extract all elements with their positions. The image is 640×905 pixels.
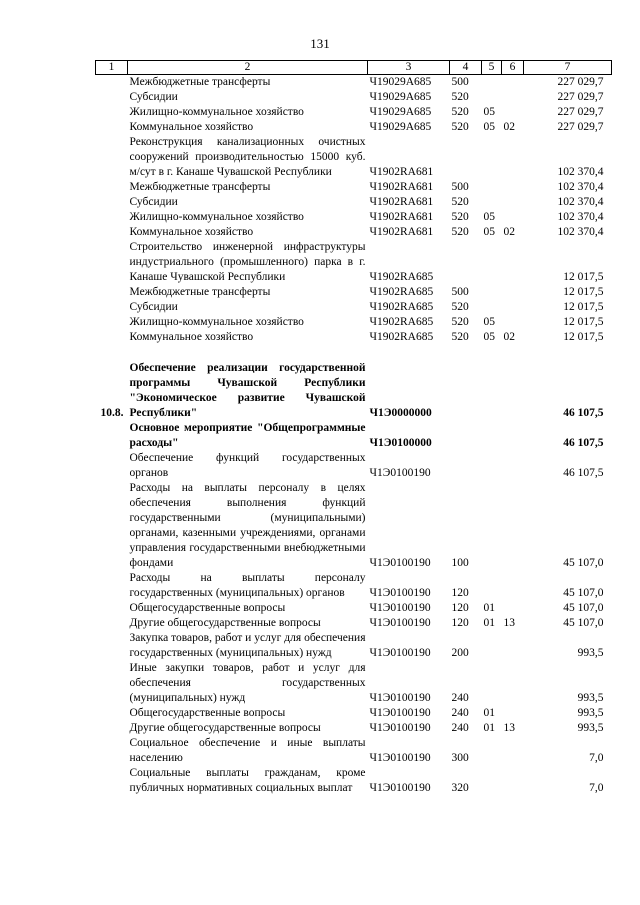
subsection-code — [502, 706, 524, 721]
item-name: Иные закупки товаров, работ и услуг для обеспечения государственных (муниципальных) нужд — [129, 662, 366, 704]
expense-type: 100 — [451, 557, 469, 569]
section-code — [482, 240, 502, 285]
section-code — [482, 75, 502, 91]
section-code — [482, 661, 502, 706]
subsection-code — [502, 571, 524, 601]
section-code — [482, 90, 502, 105]
table-row — [96, 300, 612, 315]
subsection-code — [502, 285, 524, 300]
section-code: 01 — [483, 602, 495, 614]
target-code: Ч1Э0100190 — [369, 602, 431, 614]
amount: 993,5 — [577, 692, 604, 704]
subsection-code: 13 — [503, 722, 515, 734]
item-name: Субсидии — [129, 196, 178, 208]
item-name: Обеспечение функций государственных органов — [129, 452, 366, 479]
target-code: Ч1Э0100190 — [369, 587, 431, 599]
target-code: Ч1Э0100190 — [369, 692, 431, 704]
expense-type — [450, 361, 482, 421]
section-number — [96, 451, 128, 481]
section-number — [96, 240, 128, 285]
target-code: Ч1902RA681 — [369, 196, 434, 208]
subsection-code — [502, 75, 524, 91]
target-code: Ч19029A685 — [369, 106, 432, 118]
amount: 12 017,5 — [563, 331, 604, 343]
target-code: Ч1Э0100190 — [369, 782, 431, 794]
table-row — [96, 315, 612, 330]
amount: 46 107,5 — [563, 407, 604, 419]
item-name: Расходы на выплаты персоналу государственных (муниципальных) органов — [129, 572, 366, 599]
section-code — [482, 481, 502, 571]
table-header — [96, 61, 612, 75]
amount: 993,5 — [577, 707, 604, 719]
item-name: Межбюджетные трансферты — [129, 76, 271, 88]
target-code: Ч1Э0100190 — [369, 752, 431, 764]
subsection-code: 02 — [503, 331, 515, 343]
spacer-cell — [96, 345, 612, 361]
amount: 12 017,5 — [563, 271, 604, 283]
table-row — [96, 330, 612, 345]
table-row — [96, 195, 612, 210]
subsection-code — [502, 210, 524, 225]
item-name: Обеспечение реализации государственной программы Чувашской Республики "Экономическое развитие Чувашской Республики" — [129, 362, 366, 419]
table-row — [96, 90, 612, 105]
item-name: Общегосударственные вопросы — [129, 707, 286, 719]
subsection-code — [502, 481, 524, 571]
row-spacer — [96, 345, 612, 361]
section-code — [482, 300, 502, 315]
section-code: 05 — [483, 331, 495, 343]
amount: 7,0 — [589, 752, 604, 764]
item-name: Закупка товаров, работ и услуг для обеспечения государственных (муниципальных) нужд — [129, 632, 366, 659]
amount: 102 370,4 — [557, 166, 604, 178]
target-code: Ч1Э0100190 — [369, 722, 431, 734]
item-name: Расходы на выплаты персоналу в целях обеспечения выполнения функций государственными (муниципальными) органами, казенными учреждениями, органами управления государственными внебюджетными фондами — [129, 482, 366, 569]
expense-type: 520 — [451, 91, 469, 103]
expense-type: 520 — [451, 316, 469, 328]
item-name: Социальные выплаты гражданам, кроме публичных нормативных социальных выплат — [129, 767, 366, 794]
table-row — [96, 180, 612, 195]
table-row — [96, 225, 612, 240]
subsection-code: 13 — [503, 617, 515, 629]
expense-type — [450, 240, 482, 285]
amount: 46 107,5 — [563, 467, 604, 479]
section-code: 05 — [483, 226, 495, 238]
subsection-code — [502, 240, 524, 285]
section-code — [482, 180, 502, 195]
expense-type: 240 — [451, 707, 469, 719]
page-number: 131 — [310, 36, 330, 51]
item-name: Строительство инженерной инфраструктуры индустриального (промышленного) парка в г. Канаше Чувашской Республики — [129, 241, 366, 283]
amount: 102 370,4 — [557, 211, 604, 223]
target-code: Ч1Э0100190 — [369, 617, 431, 629]
section-number — [96, 105, 128, 120]
section-code — [482, 285, 502, 300]
subsection-code — [502, 300, 524, 315]
section-code: 05 — [483, 106, 495, 118]
header-col-3: 3 — [368, 61, 450, 75]
amount: 45 107,0 — [563, 557, 604, 569]
table-row — [96, 285, 612, 300]
subsection-code — [502, 361, 524, 421]
amount: 993,5 — [577, 722, 604, 734]
section-number — [96, 661, 128, 706]
section-code: 05 — [483, 316, 495, 328]
target-code: Ч19029A685 — [369, 76, 432, 88]
expense-type: 320 — [451, 782, 469, 794]
header-col-6: 6 — [502, 61, 524, 75]
header-col-2: 2 — [128, 61, 368, 75]
item-name: Межбюджетные трансферты — [129, 181, 271, 193]
header-col-5: 5 — [482, 61, 502, 75]
target-code: Ч1902RA681 — [369, 226, 434, 238]
table-row — [96, 481, 612, 571]
expense-type: 300 — [451, 752, 469, 764]
table-row — [96, 661, 612, 706]
expense-type — [450, 421, 482, 451]
expense-type: 520 — [451, 226, 469, 238]
expense-type: 120 — [451, 602, 469, 614]
item-name: Жилищно-коммунальное хозяйство — [129, 211, 304, 223]
amount: 102 370,4 — [557, 181, 604, 193]
subsection-code — [502, 135, 524, 180]
expense-type: 500 — [451, 286, 469, 298]
expense-type: 240 — [451, 692, 469, 704]
target-code: Ч19029A685 — [369, 91, 432, 103]
target-code: Ч1Э0100190 — [369, 707, 431, 719]
expense-type: 120 — [451, 617, 469, 629]
item-name: Основное мероприятие "Общепрограммные расходы" — [129, 422, 366, 449]
target-code: Ч1902RA685 — [369, 271, 434, 283]
target-code: Ч1902RA681 — [369, 181, 434, 193]
section-number — [96, 330, 128, 345]
target-code: Ч1902RA685 — [369, 331, 434, 343]
subsection-code — [502, 195, 524, 210]
section-code: 05 — [483, 211, 495, 223]
expense-type: 520 — [451, 211, 469, 223]
amount: 12 017,5 — [563, 316, 604, 328]
subsection-code — [502, 421, 524, 451]
section-number — [96, 300, 128, 315]
subsection-code: 02 — [503, 121, 515, 133]
amount: 12 017,5 — [563, 286, 604, 298]
section-code: 01 — [483, 707, 495, 719]
amount: 227 029,7 — [557, 121, 604, 133]
section-number — [96, 721, 128, 736]
section-code: 05 — [483, 121, 495, 133]
table-row — [96, 75, 612, 91]
section-code — [482, 736, 502, 766]
section-number — [96, 481, 128, 571]
amount: 227 029,7 — [557, 76, 604, 88]
section-number — [96, 706, 128, 721]
table-body — [96, 75, 612, 797]
section-number — [96, 225, 128, 240]
table-row — [96, 721, 612, 736]
section-number — [96, 571, 128, 601]
subsection-code — [502, 736, 524, 766]
target-code: Ч1902RA685 — [369, 286, 434, 298]
amount: 227 029,7 — [557, 91, 604, 103]
table-row — [96, 706, 612, 721]
section-number — [96, 180, 128, 195]
subsection-code — [502, 631, 524, 661]
section-code — [482, 361, 502, 421]
section-code — [482, 631, 502, 661]
amount: 102 370,4 — [557, 196, 604, 208]
section-number — [96, 210, 128, 225]
expense-type: 200 — [451, 647, 469, 659]
item-name: Другие общегосударственные вопросы — [129, 617, 321, 629]
subsection-code — [502, 180, 524, 195]
item-name: Социальное обеспечение и иные выплаты населению — [129, 737, 366, 764]
item-name: Реконструкция канализационных очистных сооружений производительностью 15000 куб. м/сут в г. Канаше Чувашской Республики — [129, 136, 366, 178]
target-code: Ч1902RA685 — [369, 316, 434, 328]
section-number — [96, 285, 128, 300]
subsection-code — [502, 766, 524, 796]
item-name: Общегосударственные вопросы — [129, 602, 286, 614]
section-number — [96, 736, 128, 766]
section-number — [96, 766, 128, 796]
expense-type: 520 — [451, 121, 469, 133]
item-name: Межбюджетные трансферты — [129, 286, 271, 298]
item-name: Другие общегосударственные вопросы — [129, 722, 321, 734]
subsection-code — [502, 90, 524, 105]
item-name: Жилищно-коммунальное хозяйство — [129, 316, 304, 328]
expense-type: 520 — [451, 196, 469, 208]
header-col-4: 4 — [450, 61, 482, 75]
section-code — [482, 195, 502, 210]
table-row — [96, 451, 612, 481]
target-code: Ч1Э0000000 — [369, 407, 432, 419]
subsection-code — [502, 661, 524, 706]
section-number: 10.8. — [100, 407, 124, 419]
budget-table — [95, 60, 612, 796]
target-code: Ч1Э0100190 — [369, 557, 431, 569]
target-code: Ч1902RA685 — [369, 301, 434, 313]
item-name: Коммунальное хозяйство — [129, 331, 254, 343]
section-number — [96, 631, 128, 661]
expense-type: 520 — [451, 106, 469, 118]
table-row — [96, 240, 612, 285]
item-name: Коммунальное хозяйство — [129, 121, 254, 133]
section-code — [482, 451, 502, 481]
target-code: Ч19029A685 — [369, 121, 432, 133]
table-row — [96, 210, 612, 225]
section-number — [96, 315, 128, 330]
amount: 45 107,0 — [563, 617, 604, 629]
table-row — [96, 601, 612, 616]
table-row — [96, 571, 612, 601]
table-row — [96, 421, 612, 451]
target-code: Ч1Э0100190 — [369, 647, 431, 659]
section-number — [96, 75, 128, 91]
item-name: Жилищно-коммунальное хозяйство — [129, 106, 304, 118]
section-number — [96, 135, 128, 180]
subsection-code — [502, 601, 524, 616]
item-name: Коммунальное хозяйство — [129, 226, 254, 238]
amount: 46 107,5 — [563, 437, 604, 449]
section-code — [482, 766, 502, 796]
amount: 45 107,0 — [563, 587, 604, 599]
subsection-code: 02 — [503, 226, 515, 238]
section-number — [96, 120, 128, 135]
item-name: Субсидии — [129, 91, 178, 103]
table-row — [96, 135, 612, 180]
expense-type — [450, 135, 482, 180]
expense-type: 520 — [451, 301, 469, 313]
expense-type — [450, 451, 482, 481]
table-row — [96, 616, 612, 631]
expense-type: 500 — [451, 181, 469, 193]
table-row — [96, 105, 612, 120]
table-row — [96, 120, 612, 135]
target-code: Ч1Э0100000 — [369, 437, 432, 449]
amount: 7,0 — [589, 782, 604, 794]
section-code: 01 — [483, 617, 495, 629]
expense-type: 240 — [451, 722, 469, 734]
amount: 12 017,5 — [563, 301, 604, 313]
subsection-code — [502, 451, 524, 481]
table-row — [96, 631, 612, 661]
target-code: Ч1902RA681 — [369, 166, 434, 178]
expense-type: 500 — [451, 76, 469, 88]
section-code — [482, 135, 502, 180]
section-number — [96, 90, 128, 105]
expense-type: 520 — [451, 331, 469, 343]
section-code: 01 — [483, 722, 495, 734]
section-code — [482, 571, 502, 601]
amount: 45 107,0 — [563, 602, 604, 614]
subsection-code — [502, 105, 524, 120]
table-row — [96, 736, 612, 766]
section-number — [96, 616, 128, 631]
section-code — [482, 421, 502, 451]
header-col-1: 1 — [96, 61, 128, 75]
amount: 227 029,7 — [557, 106, 604, 118]
header-col-7: 7 — [524, 61, 612, 75]
section-number — [96, 601, 128, 616]
table-row — [96, 766, 612, 796]
item-name: Субсидии — [129, 301, 178, 313]
target-code: Ч1902RA681 — [369, 211, 434, 223]
section-number — [96, 421, 128, 451]
section-number — [96, 195, 128, 210]
expense-type: 120 — [451, 587, 469, 599]
table-row — [96, 361, 612, 421]
target-code: Ч1Э0100190 — [369, 467, 431, 479]
amount: 102 370,4 — [557, 226, 604, 238]
amount: 993,5 — [577, 647, 604, 659]
subsection-code — [502, 315, 524, 330]
